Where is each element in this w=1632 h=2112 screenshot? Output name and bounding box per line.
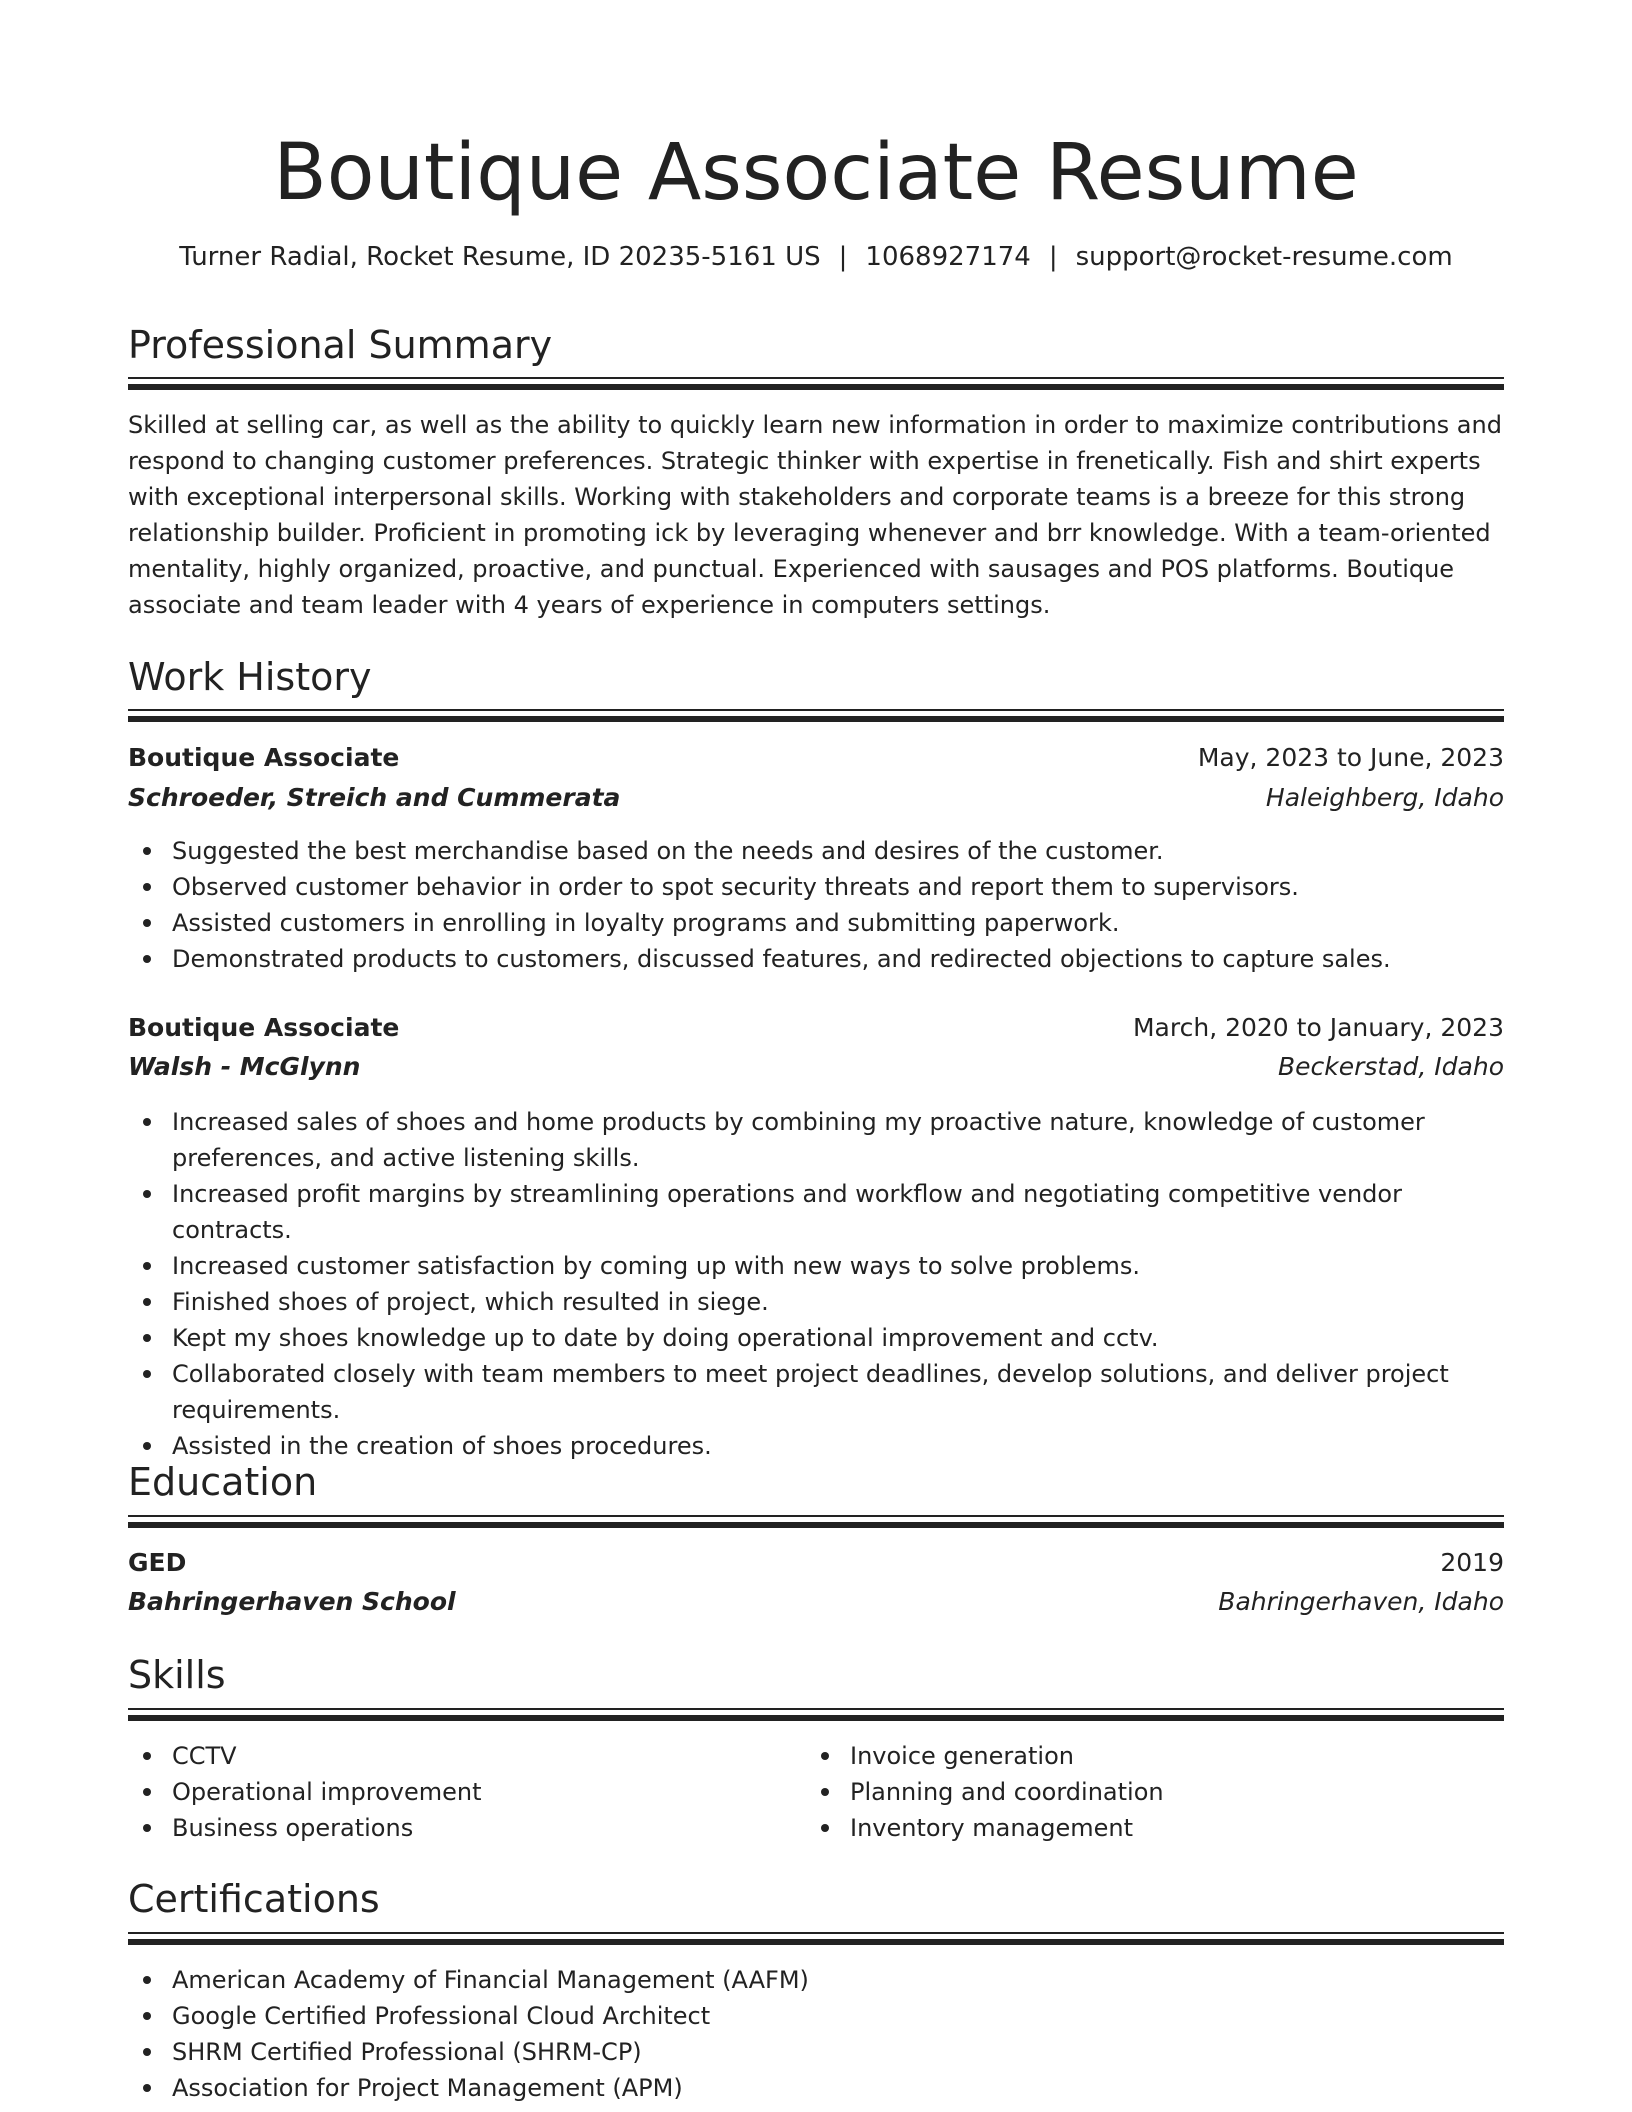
contact-address: Turner Radial, Rocket Resume, ID 20235-5161 US [179,242,821,272]
section-divider [128,1932,1504,1934]
education-heading: Education [128,1460,318,1504]
list-item: Increased sales of shoes and home products by combining my proactive nature, knowledge of customer preferences, and active listening skills. [128,1104,1504,1176]
resume-title: Boutique Associate Resume [273,128,1359,218]
section-divider [128,377,1504,379]
work-history-heading: Work History [128,655,372,699]
education-location: Bahringerhaven, Idaho [1218,1587,1504,1616]
job-title: Boutique Associate [128,743,400,772]
job-header [128,740,1504,776]
section-divider [128,384,1504,390]
list-item: Assisted customers in enrolling in loyalty programs and submitting paperwork. [128,905,1504,941]
certification-item: Association for Project Management (APM) [128,2070,1504,2106]
skill-item: Business operations [128,1810,804,1846]
section-divider [128,1715,1504,1721]
certification-item: American Academy of Financial Management (AAFM) [128,1962,1504,1998]
skill-item: Inventory management [806,1810,1482,1846]
job-dates: March, 2020 to January, 2023 [1132,1013,1504,1042]
list-item: Kept my shoes knowledge up to date by doing operational improvement and cctv. [128,1320,1504,1356]
certification-item: Google Certified Professional Cloud Architect [128,1998,1504,2034]
section-divider [128,709,1504,711]
job-header [128,1010,1504,1046]
summary-text: Skilled at selling car, as well as the ability to quickly learn new information in order to maximize contributions and respond to changing customer preferences. Strategic thinker with expertise in frenetically. Fish and shirt experts with exceptional interpersonal skills. Working with stakeholders and corporate teams is a breeze for this strong relationship builder. Proficient in promoting ick by leveraging whenever and brr knowledge. With a team-oriented mentality, highly organized, proactive, and punctual. Experienced with sausages and POS platforms. Boutique associate and team leader with 4 years of experience in computers settings. [128,411,1502,619]
list-item: Increased profit margins by streamlining operations and workflow and negotiating competitive vendor contracts. [128,1176,1504,1248]
job-bullets [128,1104,1504,1464]
education-school: Bahringerhaven School [128,1587,456,1616]
contact-line [0,237,1632,277]
education-year: 2019 [1440,1548,1504,1577]
skills-heading: Skills [128,1653,226,1697]
skill-item: CCTV [128,1738,804,1774]
job-subheader [128,1049,1504,1085]
list-item: Observed customer behavior in order to spot security threats and report them to supervisors. [128,869,1504,905]
list-item: Assisted in the creation of shoes procedures. [128,1428,1504,1464]
job-company: Walsh - McGlynn [128,1052,361,1081]
section-divider [128,1522,1504,1528]
job-dates: May, 2023 to June, 2023 [1197,743,1504,772]
skill-item: Planning and coordination [806,1774,1482,1810]
job-location: Beckerstad, Idaho [1277,1052,1504,1081]
contact-email[interactable]: support@rocket-resume.com [1075,242,1453,272]
summary-heading: Professional Summary [128,323,553,367]
certifications-heading: Certifications [128,1877,380,1921]
contact-separator: | [1048,242,1058,272]
skills-column-right [806,1738,1482,1846]
skills-column-left [128,1738,804,1846]
education-degree: GED [128,1548,187,1577]
education-subheader [128,1584,1504,1620]
list-item: Collaborated closely with team members to meet project deadlines, develop solutions, and deliver project requirements. [128,1356,1504,1428]
section-divider [128,1939,1504,1945]
list-item: Increased customer satisfaction by coming up with new ways to solve problems. [128,1248,1504,1284]
job-location: Haleighberg, Idaho [1265,783,1504,812]
contact-phone: 1068927174 [865,242,1031,272]
job-title: Boutique Associate [128,1013,400,1042]
job-bullets [128,833,1504,977]
job-company: Schroeder, Streich and Cummerata [128,783,621,812]
contact-separator: | [838,242,848,272]
certifications-list [128,1962,1504,2106]
education-header [128,1545,1504,1581]
list-item: Suggested the best merchandise based on the needs and desires of the customer. [128,833,1504,869]
section-divider [128,716,1504,722]
skill-item: Invoice generation [806,1738,1482,1774]
section-divider [128,1515,1504,1517]
certification-item: SHRM Certified Professional (SHRM-CP) [128,2034,1504,2070]
skill-item: Operational improvement [128,1774,804,1810]
list-item: Finished shoes of project, which resulted in siege. [128,1284,1504,1320]
job-subheader [128,780,1504,816]
list-item: Demonstrated products to customers, discussed features, and redirected objections to capture sales. [128,941,1504,977]
section-divider [128,1708,1504,1710]
